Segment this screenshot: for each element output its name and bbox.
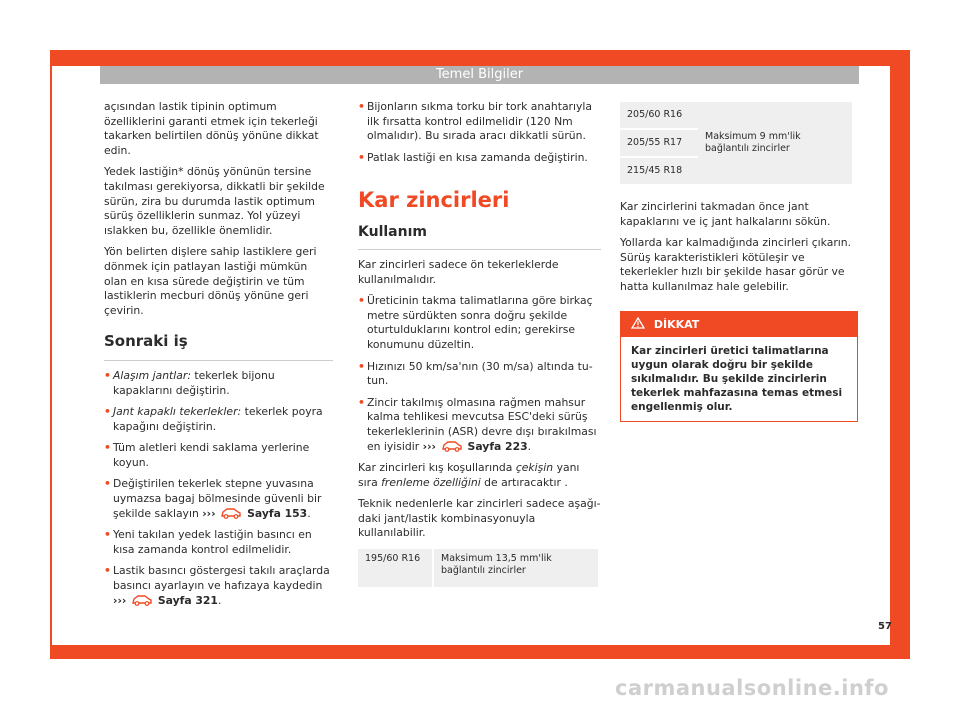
warning-header bbox=[621, 312, 857, 337]
list-item: • Tüm aletleri kendi saklama yerlerine koyun. bbox=[104, 441, 333, 470]
car-icon bbox=[220, 507, 242, 519]
chapter-header: Temel Bilgiler bbox=[100, 66, 859, 84]
watermark: carmanualsonline.info bbox=[615, 676, 889, 700]
list-item: • Lastik basıncı göstergesi takılı araçlarda basıncı ayarlayın ve hafızaya kaydedin ››› Sayfa 321. bbox=[104, 564, 333, 608]
list-item: • Yeni takılan yedek lastiğin basıncı en kısa zamanda kontrol edilmelidir. bbox=[104, 528, 333, 557]
paragraph: Yedek lastiğin* dönüş yönünün tersine takılması gerekiyorsa, dikkatli bir şekilde sürün, zira bu durumda lastik optimum sürüş özelliklerin sunmaz. Yol yüzeyi ıslakken bu, özellikle önemlidir. bbox=[104, 165, 325, 237]
list-item: • Hızınızı 50 km/sa'nın (30 m/sa) altında tutun. bbox=[358, 360, 601, 389]
table-cell: 195/60 R16 bbox=[358, 549, 433, 587]
paragraph: Teknik nedenlerle kar zincirleri sadece aşağıdaki jant/lastik kombinasyonuyla kullanılabilir. bbox=[358, 497, 601, 540]
warning-triangle-icon bbox=[631, 317, 645, 329]
table-cell: 215/45 R18 bbox=[620, 157, 698, 184]
heading-rule bbox=[358, 249, 601, 250]
paragraph: Yollarda kar kalmadığında zincirleri çıkarın. Sürüş karakteristikleri kötüleşir ve tekerlekler hızlı bir şekilde hasar görür ve hatta kullanılmaz hale gelebilir. bbox=[620, 236, 852, 293]
paragraph: Kar zincirlerini takmadan önce jant kapaklarını ve iç jant halkalarını sökün. bbox=[620, 200, 831, 228]
table-row bbox=[358, 549, 598, 587]
paragraph: Kar zincirleri kış koşullarında çekişin yanı sıra frenleme özelliğini de artıracaktır . bbox=[358, 461, 580, 489]
warning-box bbox=[620, 311, 858, 422]
paragraph: Yön belirten dişlere sahip lastiklere geri dönmek için patlayan lastiği mümkün olan en kısa sürede değiştirin ve tüm lastiklerin mecburi dönüş yönüne geri çevirin. bbox=[104, 245, 317, 317]
table-row bbox=[620, 101, 852, 129]
list-item: • Zincir takılmış olmasına rağmen mahsur kalma tehlikesi mevcutsa ESC'deki sürüş tekerleklerinin (ASR) devre dışı bırakılması en iyisidir ››› Sayfa 223. bbox=[358, 396, 601, 454]
table-cell: 205/55 R17 bbox=[620, 129, 698, 157]
list-item: • Patlak lastiği en kısa zamanda değiştirin. bbox=[358, 151, 601, 166]
list-item: • Bijonların sıkma torku bir tork anahtarıyla ilk fırsatta kontrol edilmelidir (120 Nm olmalıdır). Bu sırada aracı dikkatli sürün. bbox=[358, 100, 601, 144]
column-left bbox=[104, 100, 333, 615]
table-cell: Maksimum 9 mm'lik bağlantılı zincirler bbox=[698, 101, 852, 184]
chain-compatibility-table bbox=[620, 100, 852, 184]
car-icon bbox=[131, 594, 153, 606]
column-middle bbox=[358, 100, 601, 587]
paragraph: Kar zincirleri sadece ön tekerleklerde kullanılmalıdır. bbox=[358, 257, 559, 286]
column-right bbox=[620, 100, 860, 422]
warning-title: DİKKAT bbox=[653, 317, 700, 331]
paragraph: açısından lastik tipinin optimum özelliklerini garanti etmek için tekerleği takarken belirtilen dönüş yönüne dikkat edin. bbox=[104, 100, 319, 157]
section-heading-next-steps: Sonraki iş bbox=[104, 334, 333, 349]
heading-rule bbox=[104, 360, 333, 361]
warning-text: Kar zincirleri üretici talimatlarına uygun olarak doğru bir şekilde sıkılmalıdır. Bu şekilde zincirlerin tekerlek mahfazasına temas etmesi engellenmiş olur. bbox=[631, 344, 843, 413]
page-number: 57 bbox=[878, 621, 892, 632]
list-item: • Alaşım jantlar: tekerlek bijonu kapaklarını değiştirin. bbox=[104, 369, 333, 398]
list-item: • Jant kapaklı tekerlekler: tekerlek poyra kapağını değiştirin. bbox=[104, 405, 333, 434]
subsection-title-usage: Kullanım bbox=[358, 225, 601, 240]
list-item: • Üreticinin takma talimatlarına göre birkaç metre sürdükten sonra doğru şekilde oturtulduklarını kontrol edin; gerekirse konumunu düzeltin. bbox=[358, 294, 601, 352]
section-title-snow-chains: Kar zincirleri bbox=[358, 188, 510, 213]
list-item: • Değiştirilen tekerlek stepne yuvasına uymazsa bagaj bölmesinde güvenli bir şekilde saklayın ››› Sayfa 153. bbox=[104, 477, 333, 521]
page-reference-link[interactable]: ››› Sayfa 153 bbox=[202, 506, 308, 520]
table-cell: 205/60 R16 bbox=[620, 101, 698, 129]
chain-compatibility-table bbox=[358, 549, 598, 587]
table-cell: Maksimum 13,5 mm'lik bağlantılı zincirler bbox=[433, 549, 598, 587]
page-reference-link[interactable]: ››› Sayfa 223 bbox=[422, 439, 528, 453]
page-reference-link[interactable]: ››› Sayfa 321 bbox=[113, 593, 218, 607]
car-icon bbox=[441, 440, 463, 452]
